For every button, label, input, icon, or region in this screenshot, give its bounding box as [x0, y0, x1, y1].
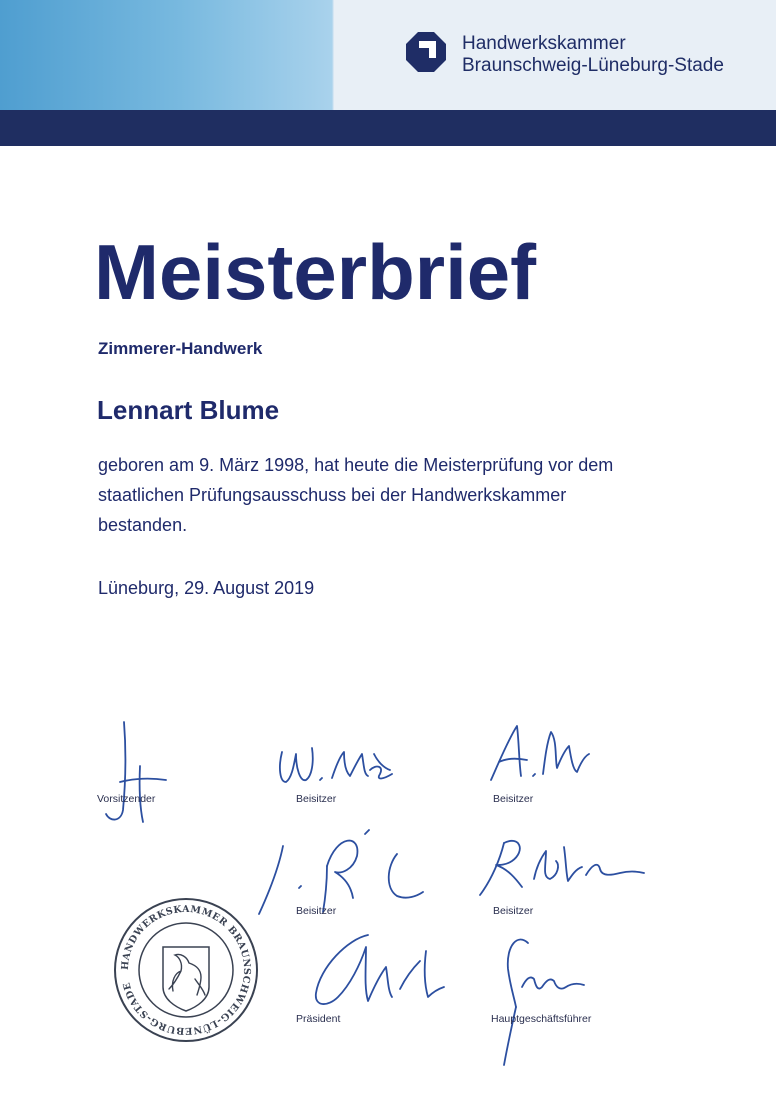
president-signature [308, 917, 448, 1017]
president-label: Präsident [296, 1013, 341, 1025]
managing-director-signature [488, 925, 588, 1070]
trade-name: Zimmerer-Handwerk [98, 339, 263, 358]
assessor-4-label: Beisitzer [493, 905, 534, 917]
assessor-3-label: Beisitzer [296, 905, 337, 917]
chair-label: Vorsitzender [97, 793, 156, 805]
certificate-title: Meisterbrief [94, 228, 537, 316]
assessor-1-label: Beisitzer [296, 793, 337, 805]
assessor-3-signature [257, 826, 427, 916]
certificate-statement [98, 450, 678, 540]
chamber-seal-icon [111, 895, 261, 1045]
organization-name [462, 33, 724, 77]
assessor-2-label: Beisitzer [493, 793, 534, 805]
recipient-name: Lennart Blume [97, 395, 280, 425]
statement-line-2: staatlichen Prüfungsausschuss bei der Handwerkskammer [98, 485, 567, 505]
chamber-logo-icon [406, 32, 446, 72]
organization-name-line2: Braunschweig-Lüneburg-Stade [462, 55, 724, 76]
statement-line-1: geboren am 9. März 1998, hat heute die Meisterprüfung vor dem [98, 455, 614, 475]
organization-name-line1: Handwerkskammer [462, 33, 626, 54]
seal-text: HANDWERKSKAMMER BRAUNSCHWEIG-LÜNEBURG-STADE [119, 903, 253, 1037]
assessor-4-signature [476, 835, 646, 900]
assessor-1-signature [272, 738, 402, 790]
statement-line-3: bestanden. [98, 515, 188, 535]
assessor-2-signature [485, 718, 595, 788]
managing-director-label: Hauptgeschäftsführer [491, 1013, 592, 1025]
place-and-date: Lüneburg, 29. August 2019 [98, 578, 315, 598]
header-navy-stripe [0, 110, 776, 146]
chair-signature [96, 718, 176, 828]
